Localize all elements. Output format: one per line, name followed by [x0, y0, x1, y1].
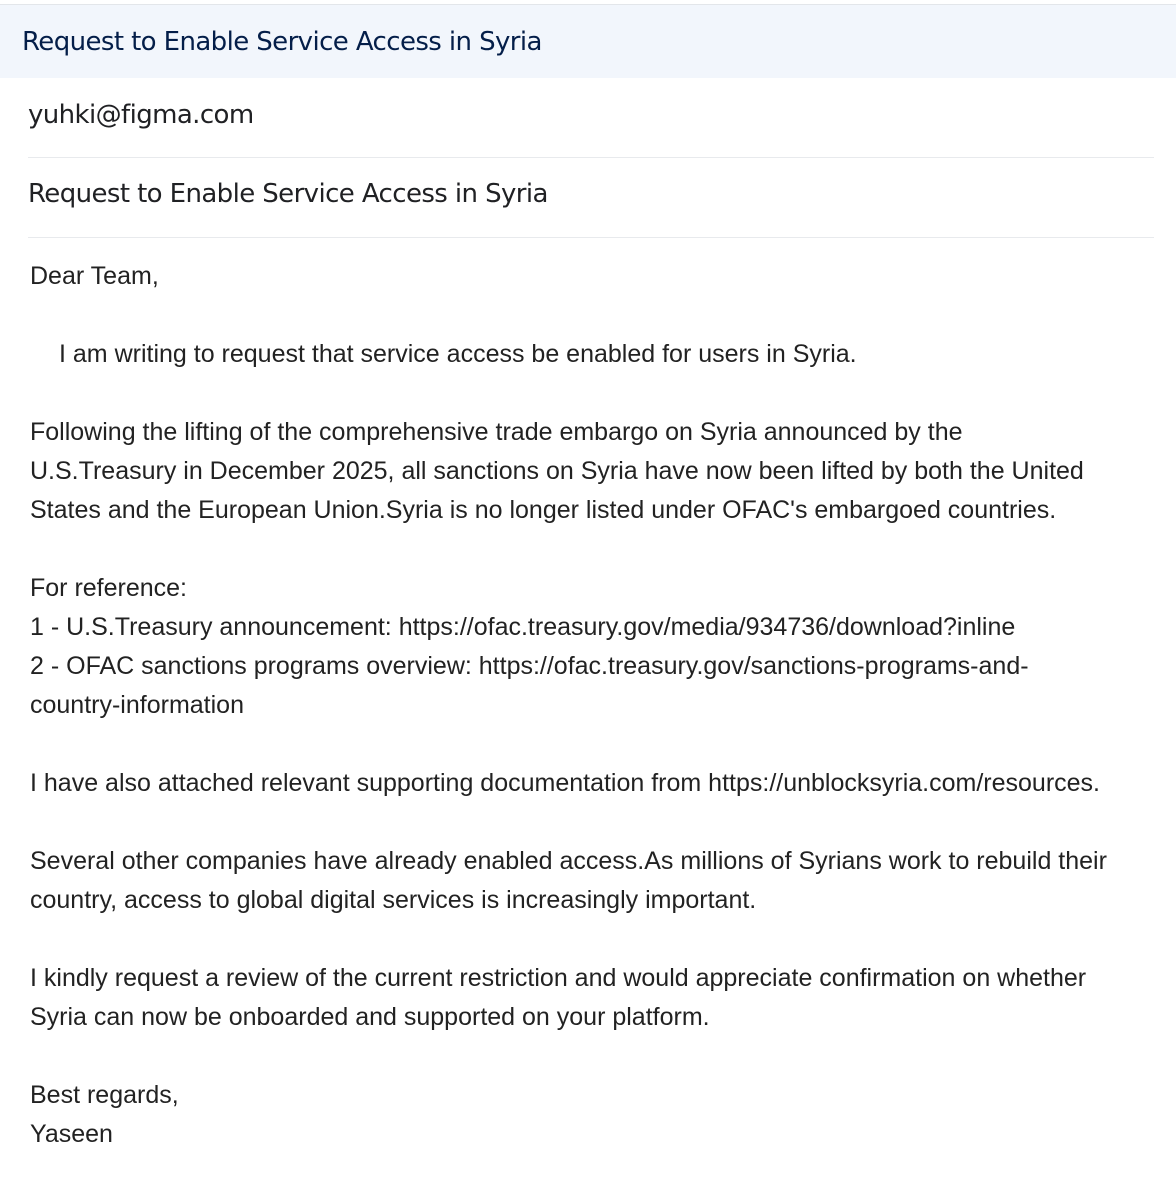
others-line: country, access to global digital services is increasingly important. [30, 886, 757, 914]
message-body[interactable] [30, 257, 1160, 1154]
reference-line: 2 - OFAC sanctions programs overview: https://ofac.treasury.gov/sanctions-programs-and- [30, 652, 1029, 680]
compose-title-bar[interactable] [0, 5, 1176, 78]
request-line: I kindly request a review of the current restriction and would appreciate confirmation on whether [30, 964, 1087, 992]
recipients-field[interactable] [28, 78, 1154, 158]
blank-line [30, 725, 1160, 764]
subject-text[interactable]: Request to Enable Service Access in Syria [28, 179, 548, 209]
subject-field[interactable] [28, 158, 1154, 238]
blank-line [30, 374, 1160, 413]
context-line: Following the lifting of the comprehensive trade embargo on Syria announced by the [30, 418, 963, 446]
recipient-address[interactable]: yuhki@figma.com [28, 100, 254, 130]
intro-line: I am writing to request that service access be enabled for users in Syria. [59, 340, 857, 368]
signoff-line: Best regards, [30, 1081, 179, 1109]
blank-line [30, 530, 1160, 569]
attachment-note-line: I have also attached relevant supporting documentation from https://unblocksyria.com/resources. [30, 769, 1101, 797]
blank-line [30, 1037, 1160, 1076]
reference-heading: For reference: [30, 574, 188, 602]
blank-line [30, 920, 1160, 959]
blank-line [30, 803, 1160, 842]
others-line: Several other companies have already enabled access.As millions of Syrians work to rebuild their [30, 847, 1107, 875]
reference-line: 1 - U.S.Treasury announcement: https://ofac.treasury.gov/media/934736/download?inline [30, 613, 1016, 641]
compose-title: Request to Enable Service Access in Syria [22, 27, 542, 57]
greeting-line: Dear Team, [30, 262, 159, 290]
signature-line: Yaseen [30, 1120, 113, 1148]
context-line: States and the European Union.Syria is no longer listed under OFAC's embargoed countries. [30, 496, 1057, 524]
request-line: Syria can now be onboarded and supported on your platform. [30, 1003, 710, 1031]
context-line: U.S.Treasury in December 2025, all sanctions on Syria have now been lifted by both the United [30, 457, 1084, 485]
reference-line: country-information [30, 691, 244, 719]
blank-line [30, 296, 1160, 335]
